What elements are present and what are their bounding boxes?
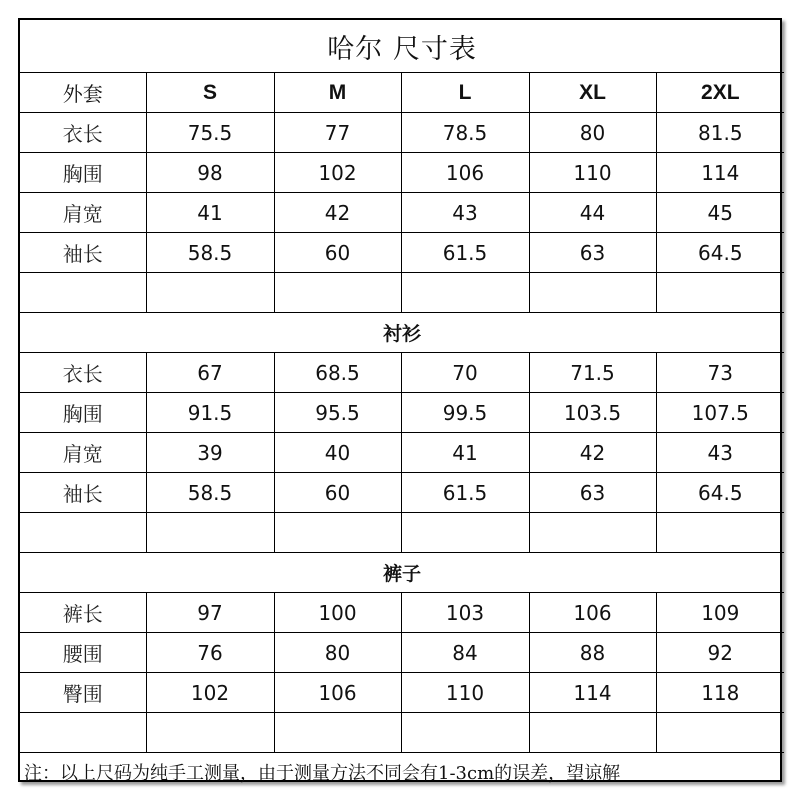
empty-cell	[274, 513, 401, 553]
table-cell: 58.5	[146, 233, 274, 273]
empty-cell	[656, 713, 784, 753]
table-cell: 95.5	[274, 393, 401, 433]
note-row	[20, 753, 784, 792]
table-cell: 106	[529, 593, 656, 633]
table-row	[20, 433, 784, 473]
table-cell: 68.5	[274, 353, 401, 393]
table-cell: 71.5	[529, 353, 656, 393]
table-row	[20, 593, 784, 633]
row-label: 胸围	[20, 393, 146, 433]
table-cell: 98	[146, 153, 274, 193]
table-cell: 39	[146, 433, 274, 473]
section-row	[20, 553, 784, 593]
table-cell: 80	[529, 113, 656, 153]
table-cell: 97	[146, 593, 274, 633]
table-row	[20, 393, 784, 433]
table-row	[20, 233, 784, 273]
table-cell: 103	[401, 593, 529, 633]
section-row	[20, 313, 784, 353]
table-cell: 118	[656, 673, 784, 713]
table-cell: 60	[274, 473, 401, 513]
empty-cell	[401, 273, 529, 313]
table-cell: 67	[146, 353, 274, 393]
table-cell: 78.5	[401, 113, 529, 153]
empty-cell	[20, 713, 146, 753]
header-category-label: 外套	[20, 73, 146, 113]
table-cell: 44	[529, 193, 656, 233]
table-row	[20, 473, 784, 513]
empty-row	[20, 273, 784, 313]
row-label: 臀围	[20, 673, 146, 713]
row-label: 裤长	[20, 593, 146, 633]
size-header-m: M	[274, 73, 401, 113]
table-cell: 63	[529, 473, 656, 513]
row-label: 衣长	[20, 113, 146, 153]
table-cell: 77	[274, 113, 401, 153]
table-cell: 61.5	[401, 233, 529, 273]
table-cell: 114	[656, 153, 784, 193]
section-title-shirt: 衬衫	[20, 313, 784, 353]
empty-cell	[274, 713, 401, 753]
table-cell: 43	[656, 433, 784, 473]
table-cell: 106	[401, 153, 529, 193]
row-label: 袖长	[20, 473, 146, 513]
table-cell: 64.5	[656, 473, 784, 513]
header-row	[20, 73, 784, 113]
table-cell: 45	[656, 193, 784, 233]
size-table	[20, 20, 784, 791]
table-cell: 91.5	[146, 393, 274, 433]
table-cell: 102	[274, 153, 401, 193]
empty-cell	[401, 513, 529, 553]
size-chart	[18, 18, 782, 782]
section-title-pants: 裤子	[20, 553, 784, 593]
empty-cell	[146, 513, 274, 553]
table-cell: 60	[274, 233, 401, 273]
title-row	[20, 20, 784, 73]
row-label: 胸围	[20, 153, 146, 193]
table-row	[20, 153, 784, 193]
table-cell: 109	[656, 593, 784, 633]
table-row	[20, 353, 784, 393]
row-label: 衣长	[20, 353, 146, 393]
table-cell: 70	[401, 353, 529, 393]
table-cell: 106	[274, 673, 401, 713]
table-cell: 110	[529, 153, 656, 193]
size-header-xl: XL	[529, 73, 656, 113]
size-header-2xl: 2XL	[656, 73, 784, 113]
empty-cell	[274, 273, 401, 313]
table-cell: 42	[274, 193, 401, 233]
empty-row	[20, 713, 784, 753]
empty-cell	[529, 513, 656, 553]
row-label: 肩宽	[20, 193, 146, 233]
table-cell: 73	[656, 353, 784, 393]
empty-cell	[656, 273, 784, 313]
table-row	[20, 113, 784, 153]
empty-row	[20, 513, 784, 553]
table-cell: 107.5	[656, 393, 784, 433]
table-cell: 75.5	[146, 113, 274, 153]
table-cell: 41	[146, 193, 274, 233]
empty-cell	[20, 273, 146, 313]
empty-cell	[146, 713, 274, 753]
table-cell: 40	[274, 433, 401, 473]
table-cell: 80	[274, 633, 401, 673]
size-header-l: L	[401, 73, 529, 113]
chart-title: 哈尔 尺寸表	[20, 20, 784, 73]
table-cell: 64.5	[656, 233, 784, 273]
empty-cell	[529, 273, 656, 313]
empty-cell	[656, 513, 784, 553]
table-cell: 84	[401, 633, 529, 673]
table-row	[20, 673, 784, 713]
table-cell: 42	[529, 433, 656, 473]
table-cell: 43	[401, 193, 529, 233]
table-cell: 99.5	[401, 393, 529, 433]
empty-cell	[146, 273, 274, 313]
size-header-s: S	[146, 73, 274, 113]
table-cell: 81.5	[656, 113, 784, 153]
table-cell: 63	[529, 233, 656, 273]
empty-cell	[20, 513, 146, 553]
table-cell: 58.5	[146, 473, 274, 513]
row-label: 袖长	[20, 233, 146, 273]
table-cell: 103.5	[529, 393, 656, 433]
row-label: 腰围	[20, 633, 146, 673]
table-cell: 100	[274, 593, 401, 633]
table-cell: 61.5	[401, 473, 529, 513]
row-label: 肩宽	[20, 433, 146, 473]
table-cell: 76	[146, 633, 274, 673]
table-cell: 114	[529, 673, 656, 713]
table-cell: 110	[401, 673, 529, 713]
measurement-note: 注：以上尺码为纯手工测量，由于测量方法不同会有1-3cm的误差，望谅解	[20, 753, 784, 792]
table-cell: 102	[146, 673, 274, 713]
table-row	[20, 633, 784, 673]
table-cell: 88	[529, 633, 656, 673]
empty-cell	[401, 713, 529, 753]
table-row	[20, 193, 784, 233]
table-cell: 92	[656, 633, 784, 673]
table-cell: 41	[401, 433, 529, 473]
empty-cell	[529, 713, 656, 753]
